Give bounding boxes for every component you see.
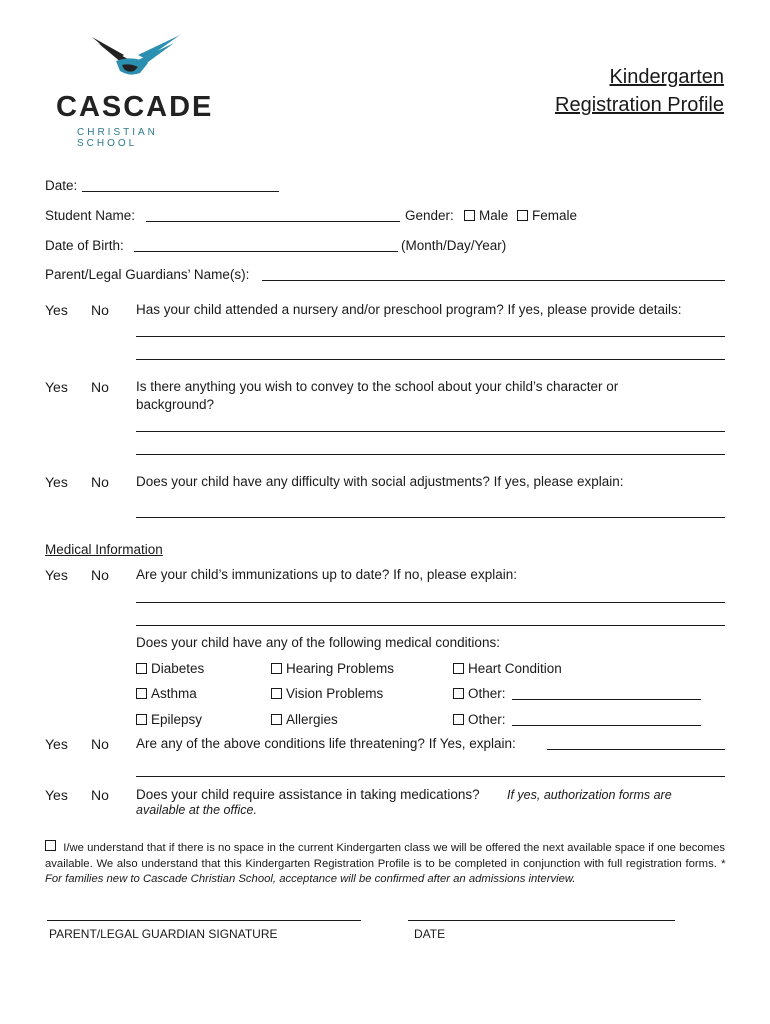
immunizations-question: Are your child’s immunizations up to date? If no, please explain:	[136, 567, 517, 582]
female-checkbox[interactable]	[517, 210, 528, 221]
male-checkbox[interactable]	[464, 210, 475, 221]
q3-no[interactable]: No	[91, 474, 109, 490]
medications-yes[interactable]: Yes	[45, 787, 68, 803]
q1-text: Has your child attended a nursery and/or preschool program? If yes, please provide details:	[136, 302, 682, 317]
school-subtitle: CHRISTIAN SCHOOL	[77, 127, 158, 149]
guardians-field[interactable]	[262, 280, 725, 281]
life-threatening-answer-line[interactable]	[136, 776, 725, 777]
immunizations-answer-line[interactable]	[136, 602, 725, 603]
asthma-checkbox[interactable]	[136, 688, 147, 699]
other2-field[interactable]	[512, 725, 701, 726]
school-name: CASCADE	[56, 91, 214, 123]
diabetes-checkbox[interactable]	[136, 663, 147, 674]
allergies-checkbox[interactable]	[271, 714, 282, 725]
q2-text-line2: background?	[136, 397, 215, 412]
other2-checkbox[interactable]	[453, 714, 464, 725]
hearing-checkbox[interactable]	[271, 663, 282, 674]
page-title	[555, 63, 724, 119]
condition-allergies[interactable]	[271, 712, 338, 727]
gender-male-option[interactable]	[464, 208, 508, 223]
asthma-label: Asthma	[151, 686, 197, 701]
q2-text-line1: Is there anything you wish to convey to the school about your child’s character or	[136, 379, 619, 394]
vision-checkbox[interactable]	[271, 688, 282, 699]
agreement-paragraph	[45, 840, 725, 888]
q1-yes[interactable]: Yes	[45, 302, 68, 318]
date-label: Date:	[45, 178, 78, 193]
male-label: Male	[479, 208, 509, 223]
heart-label: Heart Condition	[468, 661, 562, 676]
vision-label: Vision Problems	[286, 686, 384, 701]
medical-heading: Medical Information	[45, 542, 163, 557]
life-threatening-field[interactable]	[547, 749, 725, 750]
student-name-field[interactable]	[146, 221, 400, 222]
signature-date-field[interactable]	[408, 920, 675, 921]
q3-text: Does your child have any difficulty with social adjustments? If yes, please explain:	[136, 474, 624, 489]
dob-label: Date of Birth:	[45, 238, 124, 253]
hearing-label: Hearing Problems	[286, 661, 395, 676]
condition-other-2[interactable]	[453, 712, 506, 727]
immunizations-no[interactable]: No	[91, 567, 109, 583]
life-threatening-question: Are any of the above conditions life threatening? If Yes, explain:	[136, 736, 516, 751]
condition-hearing[interactable]	[271, 661, 394, 676]
q2-answer-line[interactable]	[136, 454, 725, 455]
medications-question: Does your child require assistance in taking medications?	[136, 787, 480, 802]
student-name-label: Student Name:	[45, 208, 136, 223]
dob-format-hint: (Month/Day/Year)	[401, 238, 507, 253]
condition-asthma[interactable]	[136, 686, 197, 701]
q2-no[interactable]: No	[91, 379, 109, 395]
guardians-label: Parent/Legal Guardians’ Name(s):	[45, 267, 250, 282]
signature-label: PARENT/LEGAL GUARDIAN SIGNATURE	[49, 927, 278, 941]
bird-logo-icon	[50, 33, 220, 83]
female-label: Female	[532, 208, 578, 223]
immunizations-yes[interactable]: Yes	[45, 567, 68, 583]
q1-answer-line[interactable]	[136, 359, 725, 360]
condition-epilepsy[interactable]	[136, 712, 202, 727]
school-logo	[50, 33, 220, 149]
other1-checkbox[interactable]	[453, 688, 464, 699]
life-threatening-no[interactable]: No	[91, 736, 109, 752]
gender-label: Gender:	[405, 208, 454, 223]
q1-answer-line[interactable]	[136, 336, 725, 337]
medications-no[interactable]: No	[91, 787, 109, 803]
title-line-1: Kindergarten	[609, 66, 724, 88]
signature-field[interactable]	[47, 920, 361, 921]
other1-label: Other:	[468, 686, 506, 701]
condition-other-1[interactable]	[453, 686, 506, 701]
other1-field[interactable]	[512, 699, 701, 700]
gender-female-option[interactable]	[517, 208, 577, 223]
agreement-note: * For families new to Cascade Christian School, acceptance will be confirmed after an admissions interview.	[45, 857, 726, 885]
other2-label: Other:	[468, 712, 506, 727]
condition-diabetes[interactable]	[136, 661, 204, 676]
q1-no[interactable]: No	[91, 302, 109, 318]
q2-yes[interactable]: Yes	[45, 379, 68, 395]
agreement-text: I/we understand that if there is no space in the current Kindergarten class we will be offered the next available space if one becomes available. We also understand that this Kindergarten Registration Profile is to be completed in conjunction with full registration forms.	[45, 842, 725, 870]
agreement-checkbox[interactable]	[45, 840, 56, 851]
title-line-2: Registration Profile	[555, 94, 724, 116]
allergies-label: Allergies	[286, 712, 338, 727]
condition-vision[interactable]	[271, 686, 383, 701]
q2-answer-line[interactable]	[136, 431, 725, 432]
epilepsy-checkbox[interactable]	[136, 714, 147, 725]
diabetes-label: Diabetes	[151, 661, 205, 676]
immunizations-answer-line[interactable]	[136, 625, 725, 626]
life-threatening-yes[interactable]: Yes	[45, 736, 68, 752]
conditions-prompt: Does your child have any of the following medical conditions:	[136, 635, 500, 650]
signature-date-label: DATE	[414, 927, 446, 941]
condition-heart[interactable]	[453, 661, 562, 676]
medications-note-line1: If yes, authorization forms are	[507, 788, 672, 802]
date-field[interactable]	[82, 191, 279, 192]
medications-note-line2: available at the office.	[136, 803, 257, 817]
heart-checkbox[interactable]	[453, 663, 464, 674]
epilepsy-label: Epilepsy	[151, 712, 203, 727]
q3-answer-line[interactable]	[136, 517, 725, 518]
q3-yes[interactable]: Yes	[45, 474, 68, 490]
dob-field[interactable]	[134, 251, 398, 252]
